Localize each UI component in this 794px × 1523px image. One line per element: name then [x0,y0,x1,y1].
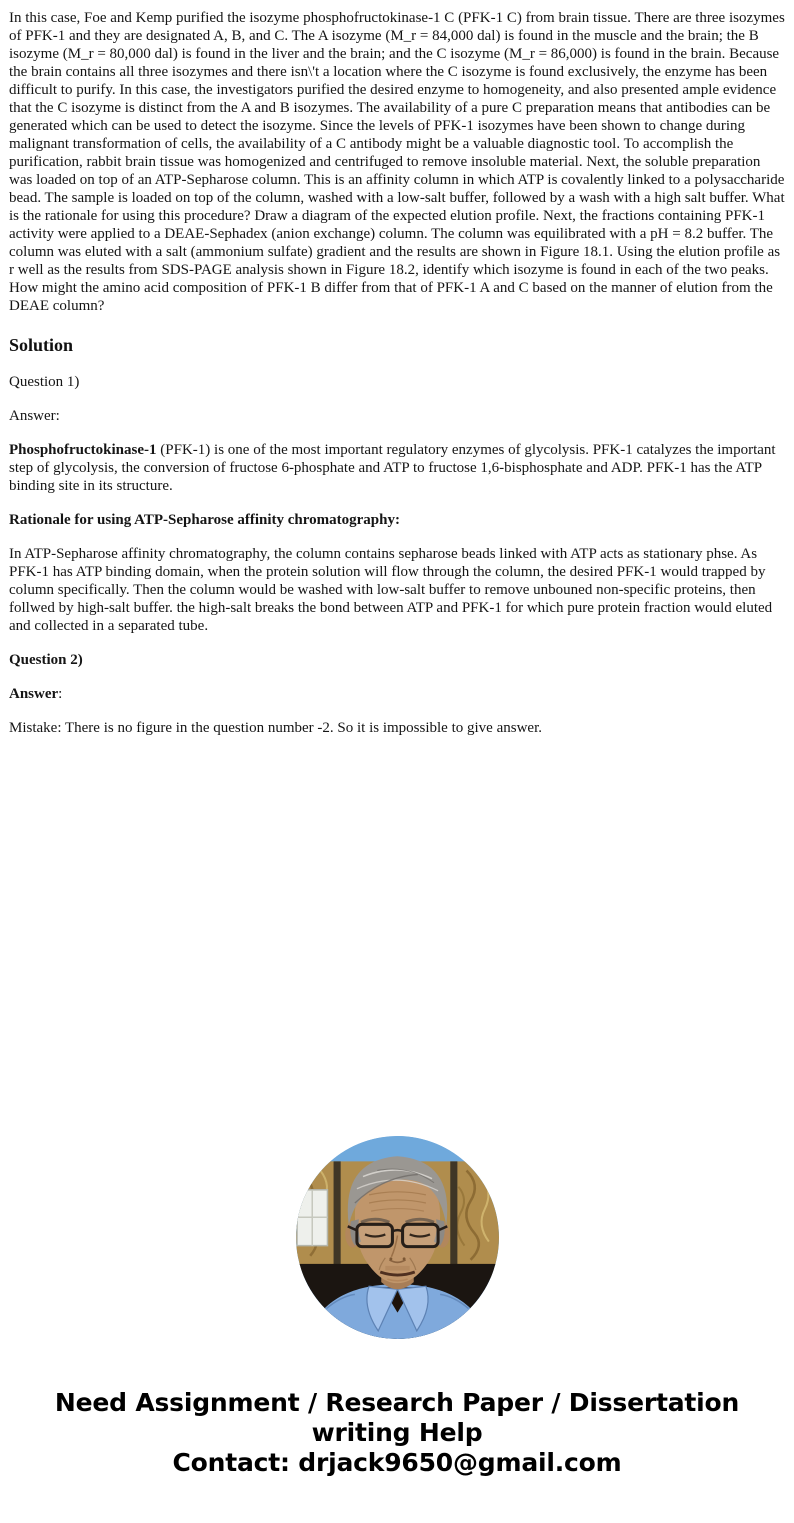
rationale-paragraph: In ATP-Sepharose affinity chromatography, the column contains sepharose beads linked with ATP acts as stationary phse. As PFK-1 has ATP binding domain, when the protein solution will flow through the column, the desired PFK-1 would trapped by column specifically. Then the column would be washed with low-salt buffer to remove unbouned non-specific proteins, then follwed by high-salt buffer. the high-salt breaks the bond between ATP and PFK-1 for which pure protein fraction would eluted and collected in a separated tube. [9,546,773,634]
answer2-paragraph: Mistake: There is no figure in the question number -2. So it is impossible to give answer. [9,720,542,736]
answer2-label-colon: : [58,686,63,702]
answer1-body: (PFK-1) is one of the most important regulatory enzymes of glycolysis. PFK-1 catalyzes the important step of glycolysis, the conversion of fructose 6-phosphate and ATP to fructose 1,6-bisphosphate and ADP. PFK-1 has the ATP binding site in its structure. [9,442,776,494]
question2-label-text: Question 2) [9,652,83,668]
promo-line-2: writing Help [311,1418,483,1447]
answer2-label-bold: Answer [9,686,59,702]
promo-contact-email: Contact: drjack9650@gmail.com [172,1448,622,1477]
question-paragraph: In this case, Foe and Kemp purified the isozyme phosphofructokinase-1 C (PFK-1 C) from brain tissue. There are three isozymes of PFK-1 and they are designated A, B, and C. The A isozyme (M_r = 84,000 dal) is found in the muscle and the brain; the B isozyme (M_r = 80,000 dal) is found in the liver and the brain; and the C isozyme (M_r = 86,000) is found in the brain. Because the brain contains all three isozymes and there isn\'t a location where the C isozyme is found exclusively, the enzyme has been difficult to purify. In this case, the investigators purified the desired enzyme to homogeneity, and also presented ample evidence that the C isozyme is distinct from the A and B isozymes. The availability of a pure C preparation means that antibodies can be generated which can be used to detect the isozyme. Since the levels of PFK-1 isozymes have been shown to change during malignant transformation of cells, the availability of a C antibody might be a valuable diagnostic tool. To accomplish the purification, rabbit brain tissue was homogenized and centrifuged to remove insoluble material. Next, the soluble preparation was loaded on top of an ATP-Sepharose column. This is an affinity column in which ATP is covalently linked to a polysaccharide bead. The sample is loaded on top of the column, washed with a low-salt buffer, followed by a wash with a high salt buffer. What is the rationale for using this procedure? Draw a diagram of the expected elution profile. Next, the fractions containing PFK-1 activity were applied to a DEAE-Sephadex (anion exchange) column. The column was equilibrated with a pH = 8.2 buffer. The column was eluted with a salt (ammonium sulfate) gradient and the results are shown in Figure 18.1. Using the elution profile as r well as the results from SDS-PAGE analysis shown in Figure 18.2, identify which isozyme is found in each of the two peaks. How might the amino acid composition of PFK-1 B differ from that of PFK-1 A and C based on the manner of elution from the DEAE column? [9,10,785,314]
question1-label: Question 1) [9,374,80,390]
answer1-paragraph [9,441,785,495]
tutor-photo-image [296,1136,499,1339]
solution-heading: Solution [9,335,74,355]
answer2-label [9,685,785,703]
tutor-photo [296,1136,499,1339]
question2-label [9,651,785,669]
promo-line-1: Need Assignment / Research Paper / Dissertation [54,1388,740,1417]
promo-heading [9,1388,785,1478]
answer1-label: Answer: [9,408,60,424]
answer1-bold-lead: Phosphofructokinase-1 [9,442,157,458]
rationale-heading [9,511,785,529]
rationale-heading-text: Rationale for using ATP-Sepharose affinity chromatography: [9,512,400,528]
